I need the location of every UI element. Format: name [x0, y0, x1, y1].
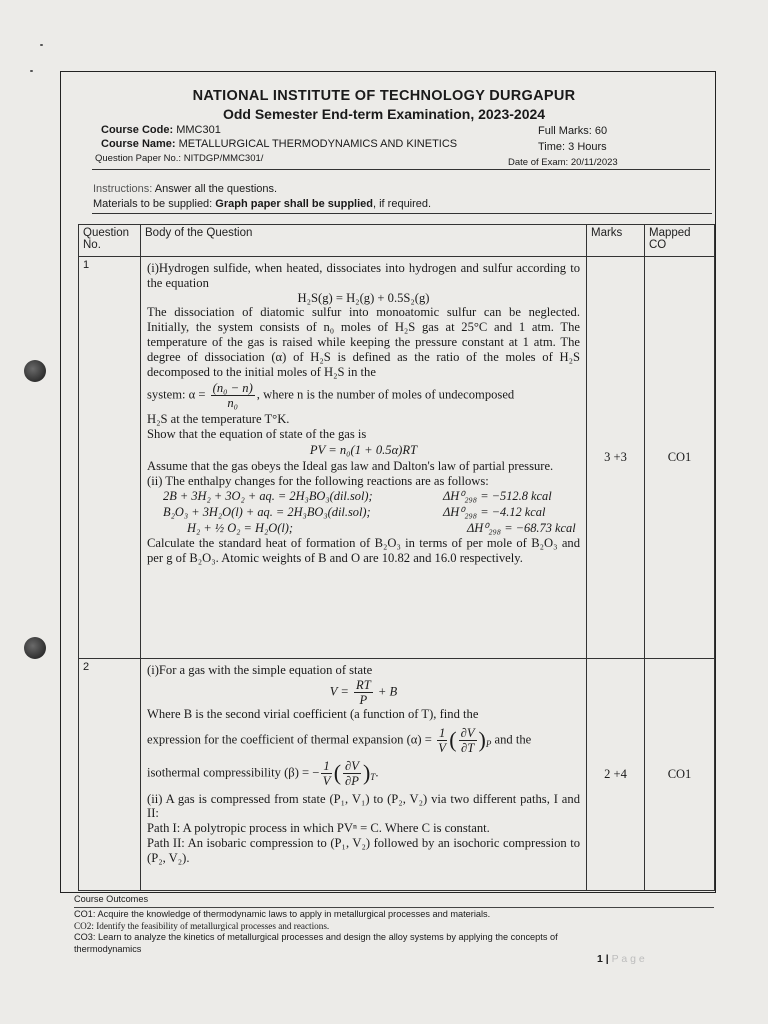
- exam-title: Odd Semester End-term Examination, 2023-2024: [222, 106, 546, 122]
- right-paren: ): [362, 759, 371, 785]
- instructions-divider: [92, 213, 712, 214]
- outcome-co3-cont: thermodynamics: [74, 944, 142, 955]
- q2-eq-den: P: [359, 692, 368, 707]
- q2-beta-pre: isothermal compressibility (β) = −: [147, 764, 320, 779]
- full-marks: Full Marks: 60: [538, 125, 608, 137]
- q2-path-1: Path I: A polytropic process in which PVⁿ = C. Where C is constant.: [147, 821, 490, 836]
- q1-marks: 3 +3: [587, 257, 645, 659]
- q1-calculate: Calculate the standard heat of formation of B₂O₃ in terms of per mole of B₂O₃ and per g of B₂O₃. Atomic weights of B and O are 10.82 and 16.0 respectively.: [147, 536, 580, 566]
- q2-alpha-num: 1: [439, 725, 446, 740]
- header-divider: [92, 169, 710, 170]
- question-number: 2: [79, 659, 141, 891]
- page-number: [597, 953, 645, 965]
- q2-alpha-pre: expression for the coefficient of thermal expansion (α) =: [147, 731, 432, 746]
- instructions-label: Instructions:: [93, 183, 153, 195]
- q2-eq-fraction: [354, 678, 373, 707]
- question-row-1: [79, 257, 715, 659]
- course-name-label: Course Name:: [101, 138, 176, 150]
- table-header-row: [79, 225, 715, 257]
- course-name-value: METALLURGICAL THERMODYNAMICS AND KINETICS: [178, 138, 458, 150]
- question-row-2: [79, 659, 715, 891]
- question-paper-no: [95, 153, 263, 164]
- q1-alpha-pre: system: α =: [147, 387, 206, 402]
- q2-path-2: Path II: An isobaric compression to (P₁, V₂) followed by an isochoric compression to (P₂, V₂).: [147, 835, 580, 865]
- outcomes-title: Course Outcomes: [74, 894, 149, 904]
- left-paren: (: [333, 759, 342, 785]
- punch-hole: [24, 360, 46, 382]
- page-num: 1 |: [597, 953, 609, 965]
- reaction-row: [147, 520, 580, 536]
- materials-label: Materials to be supplied:: [93, 198, 213, 210]
- q2-beta-subscript: T: [370, 771, 376, 782]
- q2-part-ii: (ii) A gas is compressed from state (P₁, V₁) to (P₂, V₂) via two different paths, I and II:: [147, 791, 580, 821]
- outcome-co1: CO1: Acquire the knowledge of thermodynamic laws to apply in metallurgical processes and materials.: [74, 907, 714, 921]
- scan-speck: [30, 70, 33, 72]
- q2-marks: 2 +4: [587, 659, 645, 891]
- page-word: P a g e: [611, 953, 645, 965]
- materials-tail: , if required.: [373, 198, 432, 210]
- q1-temperature: H₂S at the temperature T°K.: [147, 412, 290, 427]
- materials: [93, 198, 431, 210]
- institute-title: NATIONAL INSTITUTE OF TECHNOLOGY DURGAPUR: [192, 88, 576, 104]
- instructions-text: Answer all the questions.: [154, 183, 278, 195]
- q2-alpha-frac: [437, 726, 447, 755]
- q2-alpha-subscript: P: [485, 738, 492, 749]
- outcome-co2: CO2: Identify the feasibility of metallurgical processes and reactions.: [74, 920, 330, 931]
- left-paren: (: [449, 726, 457, 752]
- header-question-no: Question No.: [79, 225, 141, 257]
- q1-alpha-definition: [147, 381, 580, 410]
- reaction-row: [147, 504, 580, 520]
- q1-mapped-co: CO1: [645, 257, 715, 659]
- exam-date: Date of Exam: 20/11/2023: [508, 157, 618, 168]
- reaction-enthalpy: ΔH⁰₂₉₈ = −4.12 kcal: [443, 505, 546, 520]
- q1-alpha-post: , where n is the number of moles of undecomposed: [256, 387, 515, 402]
- q1-equation-dissociation: H₂S(g) = H₂(g) + 0.5S₂(g): [297, 290, 430, 305]
- q2-mapped-co: CO1: [645, 659, 715, 891]
- q1-part-ii: (ii) The enthalpy changes for the following reactions are as follows:: [147, 473, 489, 488]
- reaction-equation: B₂O₃ + 3H₂O(l) + aq. = 2H₃BO₃(dil.sol);: [163, 505, 371, 520]
- q2-alpha-derivative: [459, 726, 477, 755]
- q2-part-i: (i)For a gas with the simple equation of state: [147, 663, 373, 677]
- q2-eq-num: RT: [356, 677, 371, 692]
- q2-beta-derivative: [343, 759, 361, 788]
- q2-alpha-dnum: ∂V: [460, 725, 475, 740]
- reaction-enthalpy: ΔH⁰₂₉₈ = −68.73 kcal: [467, 521, 576, 536]
- reaction-equation: H₂ + ½ O₂ = H₂O(l);: [187, 521, 294, 536]
- question-table: [78, 224, 715, 891]
- q1-alpha-num: (n₀ − n): [212, 381, 253, 396]
- course-code-label: Course Code:: [101, 124, 174, 136]
- q1-alpha-fraction: [211, 381, 255, 410]
- q1-description: The dissociation of diatomic sulfur into monoatomic sulfur can be neglected. Initially, the system consists of n₀ moles of H₂S gas at 25°C and 1 atm. The temperature of the gas is raised while keeping the pressure constant at 1 atm. The degree of dissociation (α) of H₂S is defined as the ratio of the moles of H₂S decomposed to the initial moles of H₂S in the: [147, 305, 580, 379]
- header-mapped-co: Mapped CO: [645, 225, 715, 257]
- reaction-row: [147, 488, 580, 504]
- q2-alpha-den: V: [438, 740, 446, 755]
- reaction-enthalpy: ΔH⁰₂₉₈ = −512.8 kcal: [443, 489, 552, 504]
- q2-alpha-post: and the: [494, 731, 532, 746]
- qp-label: Question Paper No.:: [95, 153, 182, 164]
- course-code-value: MMC301: [176, 124, 221, 136]
- reaction-equation: 2B + 3H₂ + 3O₂ + aq. = 2H₃BO₃(dil.sol);: [163, 489, 373, 504]
- q2-beta-post: .: [375, 764, 379, 779]
- q2-eq-post: + B: [377, 684, 398, 699]
- exam-time: Time: 3 Hours: [538, 141, 607, 153]
- course-code: [101, 124, 221, 136]
- q2-virial: Where B is the second virial coefficient (a function of T), find the: [147, 706, 479, 721]
- q1-show: Show that the equation of state of the gas is: [147, 427, 367, 442]
- course-name: [101, 138, 457, 150]
- q2-eq-pre: V =: [329, 684, 349, 699]
- question-body-2: [141, 659, 587, 891]
- q2-beta-dnum: ∂V: [345, 758, 359, 773]
- header-body: Body of the Question: [141, 225, 587, 257]
- q1-alpha-den: n₀: [227, 396, 239, 411]
- q1-equation-of-state: PV = n₀(1 + 0.5α)RT: [309, 442, 418, 457]
- course-outcomes: [74, 894, 714, 956]
- outcome-co3: CO3: Learn to analyze the kinetics of metallurgical processes and design the alloy systems by applying the concepts of: [74, 932, 558, 943]
- materials-bold: Graph paper shall be supplied: [215, 198, 373, 210]
- q1-assumption: Assume that the gas obeys the Ideal gas law and Dalton's law of partial pressure.: [147, 458, 554, 473]
- q2-compressibility: [147, 759, 580, 788]
- q2-equation-of-state: [147, 678, 580, 707]
- right-paren: ): [478, 726, 486, 752]
- punch-hole: [24, 637, 46, 659]
- question-number: 1: [79, 257, 141, 659]
- header-marks: Marks: [587, 225, 645, 257]
- q2-alpha-dden: ∂T: [460, 740, 475, 755]
- q2-beta-num: 1: [323, 758, 330, 773]
- q2-beta-dden: ∂P: [345, 773, 359, 788]
- qp-value: NITDGP/MMC301/: [183, 153, 264, 164]
- q1-part-i: (i)Hydrogen sulfide, when heated, dissociates into hydrogen and sulfur according to the equation: [147, 261, 580, 290]
- instructions: [93, 183, 277, 195]
- q2-beta-den: V: [322, 773, 331, 788]
- question-body-1: [141, 257, 587, 659]
- q2-thermal-expansion: [147, 726, 580, 755]
- q2-beta-frac: [321, 759, 331, 788]
- scan-speck: [40, 44, 43, 46]
